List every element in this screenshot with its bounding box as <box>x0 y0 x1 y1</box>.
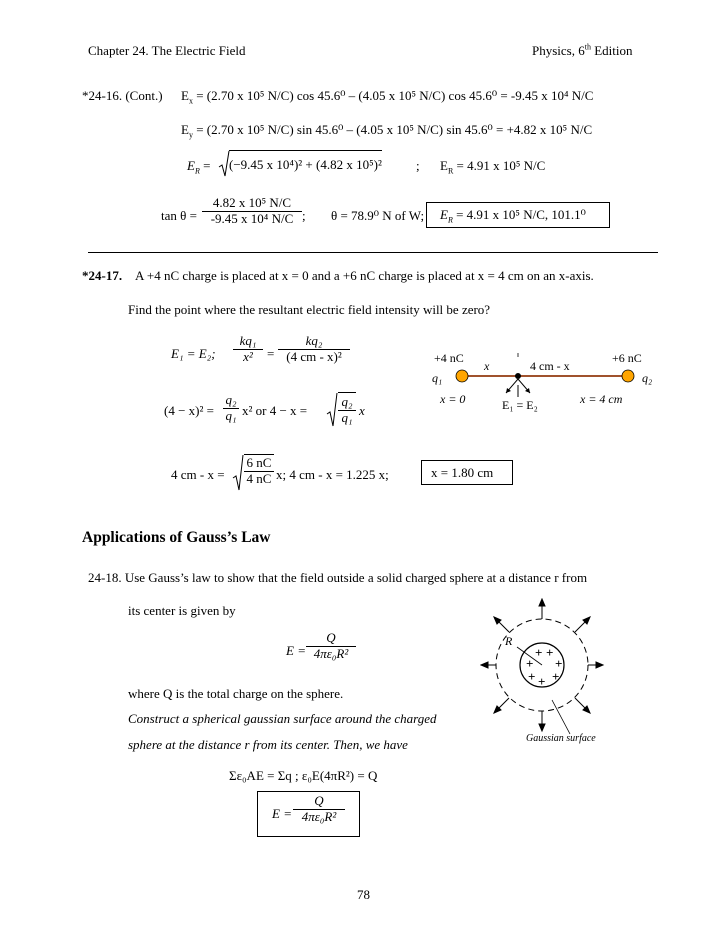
section-heading: Applications of Gauss’s Law <box>82 529 271 546</box>
ex-equation: $E_x = (2.70$ x 10⁵ N/C) cos 45.6⁰ – (4.05 x 10⁵ N/C) cos 45.6⁰ = -9.45 x 10⁴ N/C <box>181 88 594 106</box>
eq2-mid: x² or 4 − x = <box>242 403 308 418</box>
ey-equation: $E_y = (2.70$ x 10⁵ N/C) sin 45.6⁰ – (4.05 x 10⁵ N/C) sin 45.6⁰ = +4.82 x 10⁵ N/C <box>181 122 593 140</box>
x-label: x <box>484 359 490 373</box>
er-radicand: (−9.45 x 10⁴)² + (4.82 x 10⁵)² <box>229 150 382 173</box>
chapter-title: Chapter 24. The Electric Field <box>88 43 246 58</box>
eq1-left-fraction: $\frac{\text{kq₁}}{\text{x²}}$ <box>233 334 263 365</box>
eq1-right-fraction: $\frac{\text{kq₂}}{\text{(4 cm - x)²}}$ <box>278 334 350 365</box>
q1-value: +4 nC <box>434 351 464 365</box>
q2-value: +6 nC <box>612 351 642 365</box>
sphere-diagram <box>480 598 620 748</box>
plus-sign: + <box>535 645 543 660</box>
eq3-lhs: 4 cm - x = <box>171 467 225 482</box>
problem-label: *24-16. (Cont.) <box>82 88 163 103</box>
page-number: 78 <box>357 887 370 902</box>
gaussian-surface-label: Gaussian surface <box>526 733 596 744</box>
x4-label: x = 4 cm <box>580 392 623 406</box>
x0-label: x = 0 <box>440 392 466 406</box>
radius-label: R <box>505 634 513 648</box>
q1-symbol: q₁ <box>432 371 443 385</box>
problem-statement-18: 24-18. Use Gauss’s law to show that the field outside a solid charged sphere at a distance r from <box>88 570 588 585</box>
gauss-sum-equation: Σε₀AE = Σq ; ε₀E(4πR²) = Q <box>229 768 378 783</box>
problem-statement-17: A +4 nC charge is placed at x = 0 and a +6 nC charge is placed at x = 4 cm on an x-axis. <box>135 268 594 283</box>
plus-sign: + <box>526 656 534 671</box>
where-text: where Q is the total charge on the sphere. <box>128 686 344 701</box>
problem-label-17: *24-17. <box>82 268 123 283</box>
eq1-equals: = <box>267 346 275 361</box>
eq3-radical-fraction: $\frac{6 nC}{4 nC}$ <box>244 454 274 487</box>
er-lhs: $E_R$ = <box>187 158 211 176</box>
field-formula-lhs: E = <box>286 643 306 658</box>
eq2-fraction: $\frac{\text{q₂}}{\text{q₁}}$ <box>223 393 239 424</box>
gap-label: 4 cm - x <box>530 359 570 373</box>
plus-sign: + <box>546 645 554 660</box>
eq2-lhs: (4 − x)² = <box>164 403 214 418</box>
plus-sign: + <box>555 656 563 671</box>
boxed-lhs: E = <box>272 806 292 821</box>
eq3-tail: x; 4 cm - x = 1.225 x; <box>276 467 389 482</box>
charge-diagram <box>420 345 660 440</box>
field-label: E₁ = E₂ <box>502 398 538 412</box>
tan-lhs: tan θ = <box>161 208 197 223</box>
construct-text-2: sphere at the distance r from its center. Then, we have <box>128 737 408 752</box>
plus-sign: + <box>538 674 546 689</box>
problem-statement-18b: its center is given by <box>128 603 236 618</box>
answer-16: $E_R = 4.91$ x 10⁵ N/C, 101.1⁰ <box>440 207 586 225</box>
plus-sign: + <box>552 669 560 684</box>
theta-result: θ = 78.9⁰ N of W; <box>331 208 425 223</box>
construct-text-1: Construct a spherical gaussian surface around the charged <box>128 711 437 726</box>
eq2-tail: x <box>359 403 365 418</box>
book-title: Physics, 6th Edition <box>532 42 633 58</box>
er-semicolon: ; <box>416 158 420 173</box>
plus-sign: + <box>528 669 536 684</box>
problem-question-17: Find the point where the resultant electric field intensity will be zero? <box>128 302 491 317</box>
tan-semicolon: ; <box>302 208 306 223</box>
q2-symbol: q₂ <box>642 371 653 385</box>
gaussian-sphere <box>480 598 620 748</box>
eq1-lhs: E₁ = E₂; <box>171 346 216 361</box>
sqrt-sign <box>232 454 244 492</box>
eq2-radical-fraction: $\frac{\text{q₂}}{\text{q₁}}$ <box>338 392 356 426</box>
boxed-fraction: $\frac{Q}{\text{4πε₀R²}}$ <box>293 794 345 825</box>
er-value: $E_R = 4.91$ x 10⁵ N/C <box>440 158 546 176</box>
answer-17: x = 1.80 cm <box>431 465 494 480</box>
field-formula-fraction: $\frac{Q}{\text{4πε₀R²}}$ <box>306 631 356 662</box>
sqrt-sign <box>326 392 338 428</box>
tan-fraction: $\frac{\text{4.82 x 10⁵ N/C}}{\text{-9.45 x 10⁴ N/C}}$ <box>202 196 302 227</box>
section-divider <box>88 252 658 253</box>
